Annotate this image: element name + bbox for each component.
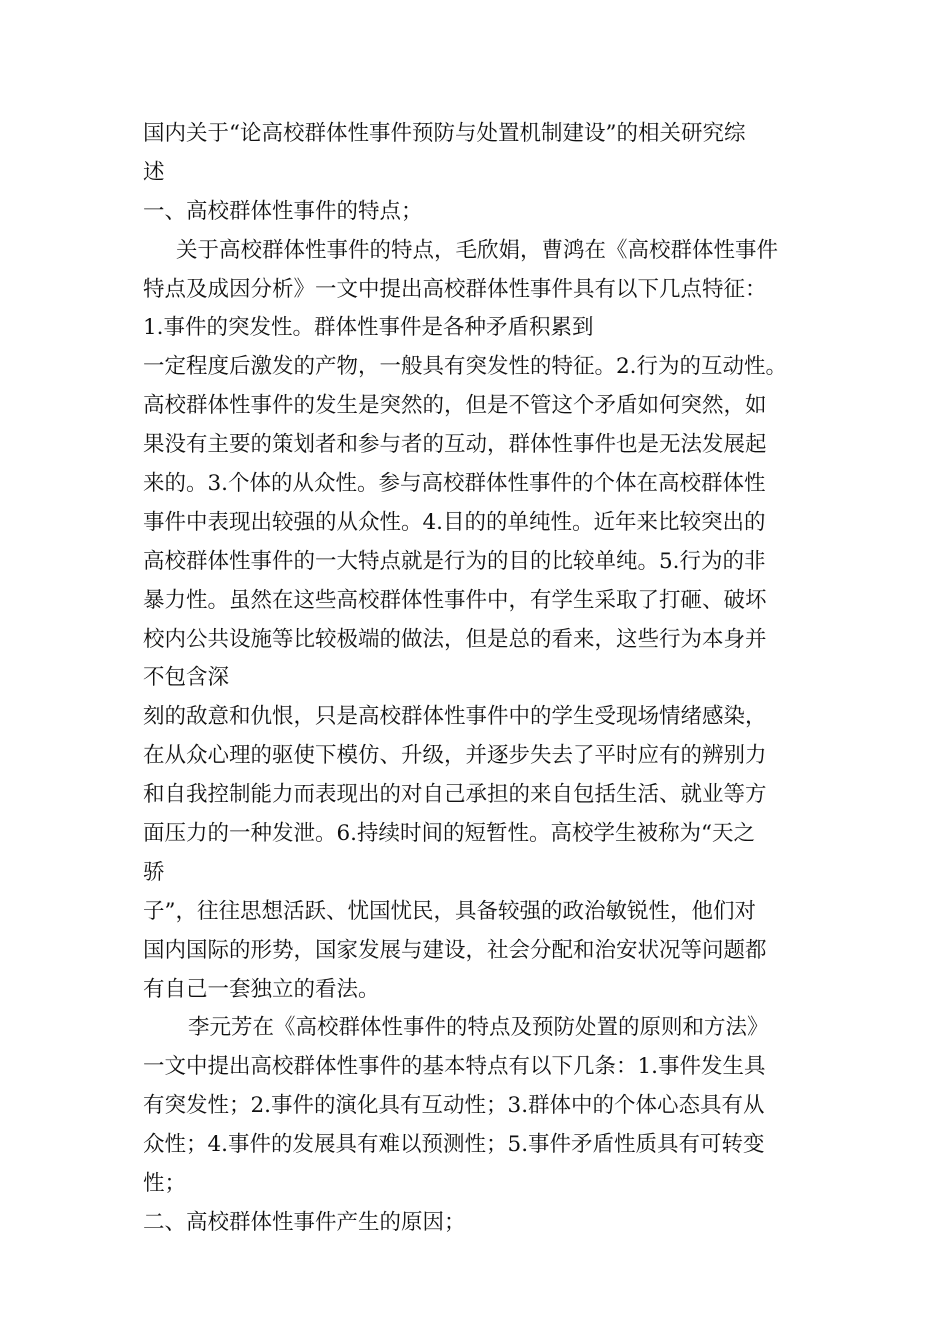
paragraph-1-line-12: 不包含深 bbox=[143, 665, 230, 691]
paragraph-1-line-6: 果没有主要的策划者和参与者的互动，群体性事件也是无法发展起 bbox=[143, 432, 767, 458]
paragraph-2-line-1: 李元芳在《高校群体性事件的特点及预防处置的原则和方法》 bbox=[188, 1015, 769, 1041]
paragraph-1-line-4: 一定程度后激发的产物，一般具有突发性的特征。2.行为的互动性。 bbox=[143, 354, 788, 380]
paragraph-1-line-15: 和自我控制能力而表现出的对自己承担的来自包括生活、就业等方 bbox=[143, 782, 767, 808]
paragraph-2-line-5: 性； bbox=[143, 1171, 187, 1197]
paragraph-2-line-2: 一文中提出高校群体性事件的基本特点有以下几条：1.事件发生具 bbox=[143, 1054, 766, 1080]
paragraph-2-line-3: 有突发性；2.事件的演化具有互动性；3.群体中的个体心态具有从 bbox=[143, 1093, 765, 1119]
section-heading-2: 二、高校群体性事件产生的原因； bbox=[143, 1209, 466, 1235]
paragraph-1-line-13: 刻的敌意和仇恨，只是高校群体性事件中的学生受现场情绪感染， bbox=[143, 704, 767, 730]
paragraph-1-line-8: 事件中表现出较强的从众性。4.目的的单纯性。近年来比较突出的 bbox=[143, 509, 766, 535]
paragraph-1-line-16: 面压力的一种发泄。6.持续时间的短暂性。高校学生被称为“天之 bbox=[143, 821, 756, 847]
paragraph-1-line-9: 高校群体性事件的一大特点就是行为的目的比较单纯。5.行为的非 bbox=[143, 548, 766, 574]
document-body bbox=[143, 115, 813, 1243]
paragraph-1-line-2: 特点及成因分析》一文中提出高校群体性事件具有以下几点特征： bbox=[143, 276, 767, 302]
paragraph-1-line-10: 暴力性。虽然在这些高校群体性事件中，有学生采取了打砸、破坏 bbox=[143, 587, 767, 613]
paragraph-1-line-14: 在从众心理的驱使下模仿、升级，并逐步失去了平时应有的辨别力 bbox=[143, 743, 767, 769]
paragraph-1-line-20: 有自己一套独立的看法。 bbox=[143, 976, 380, 1002]
paragraph-1-line-3: 1.事件的突发性。群体性事件是各种矛盾积累到 bbox=[143, 315, 594, 341]
paragraph-1-line-19: 国内国际的形势，国家发展与建设，社会分配和治安状况等问题都 bbox=[143, 937, 767, 963]
paragraph-1-line-5: 高校群体性事件的发生是突然的，但是不管这个矛盾如何突然，如 bbox=[143, 393, 767, 419]
paragraph-1-line-7: 来的。3.个体的从众性。参与高校群体性事件的个体在高校群体性 bbox=[143, 471, 766, 497]
section-heading-1: 一、高校群体性事件的特点； bbox=[143, 198, 423, 224]
paragraph-1-line-1: 关于高校群体性事件的特点，毛欣娟，曹鸿在《高校群体性事件 bbox=[176, 237, 779, 263]
paragraph-1-line-17: 骄 bbox=[143, 859, 165, 885]
document-title-line-1: 国内关于“论高校群体性事件预防与处置机制建设”的相关研究综 bbox=[143, 121, 746, 146]
paragraph-2-line-4: 众性；4.事件的发展具有难以预测性；5.事件矛盾性质具有可转变 bbox=[143, 1132, 765, 1158]
document-title-line-2: 述 bbox=[143, 159, 165, 185]
paragraph-1-line-11: 校内公共设施等比较极端的做法，但是总的看来，这些行为本身并 bbox=[143, 626, 767, 652]
paragraph-1-line-18: 子”，往往思想活跃、忧国忧民，具备较强的政治敏锐性，他们对 bbox=[143, 898, 756, 924]
